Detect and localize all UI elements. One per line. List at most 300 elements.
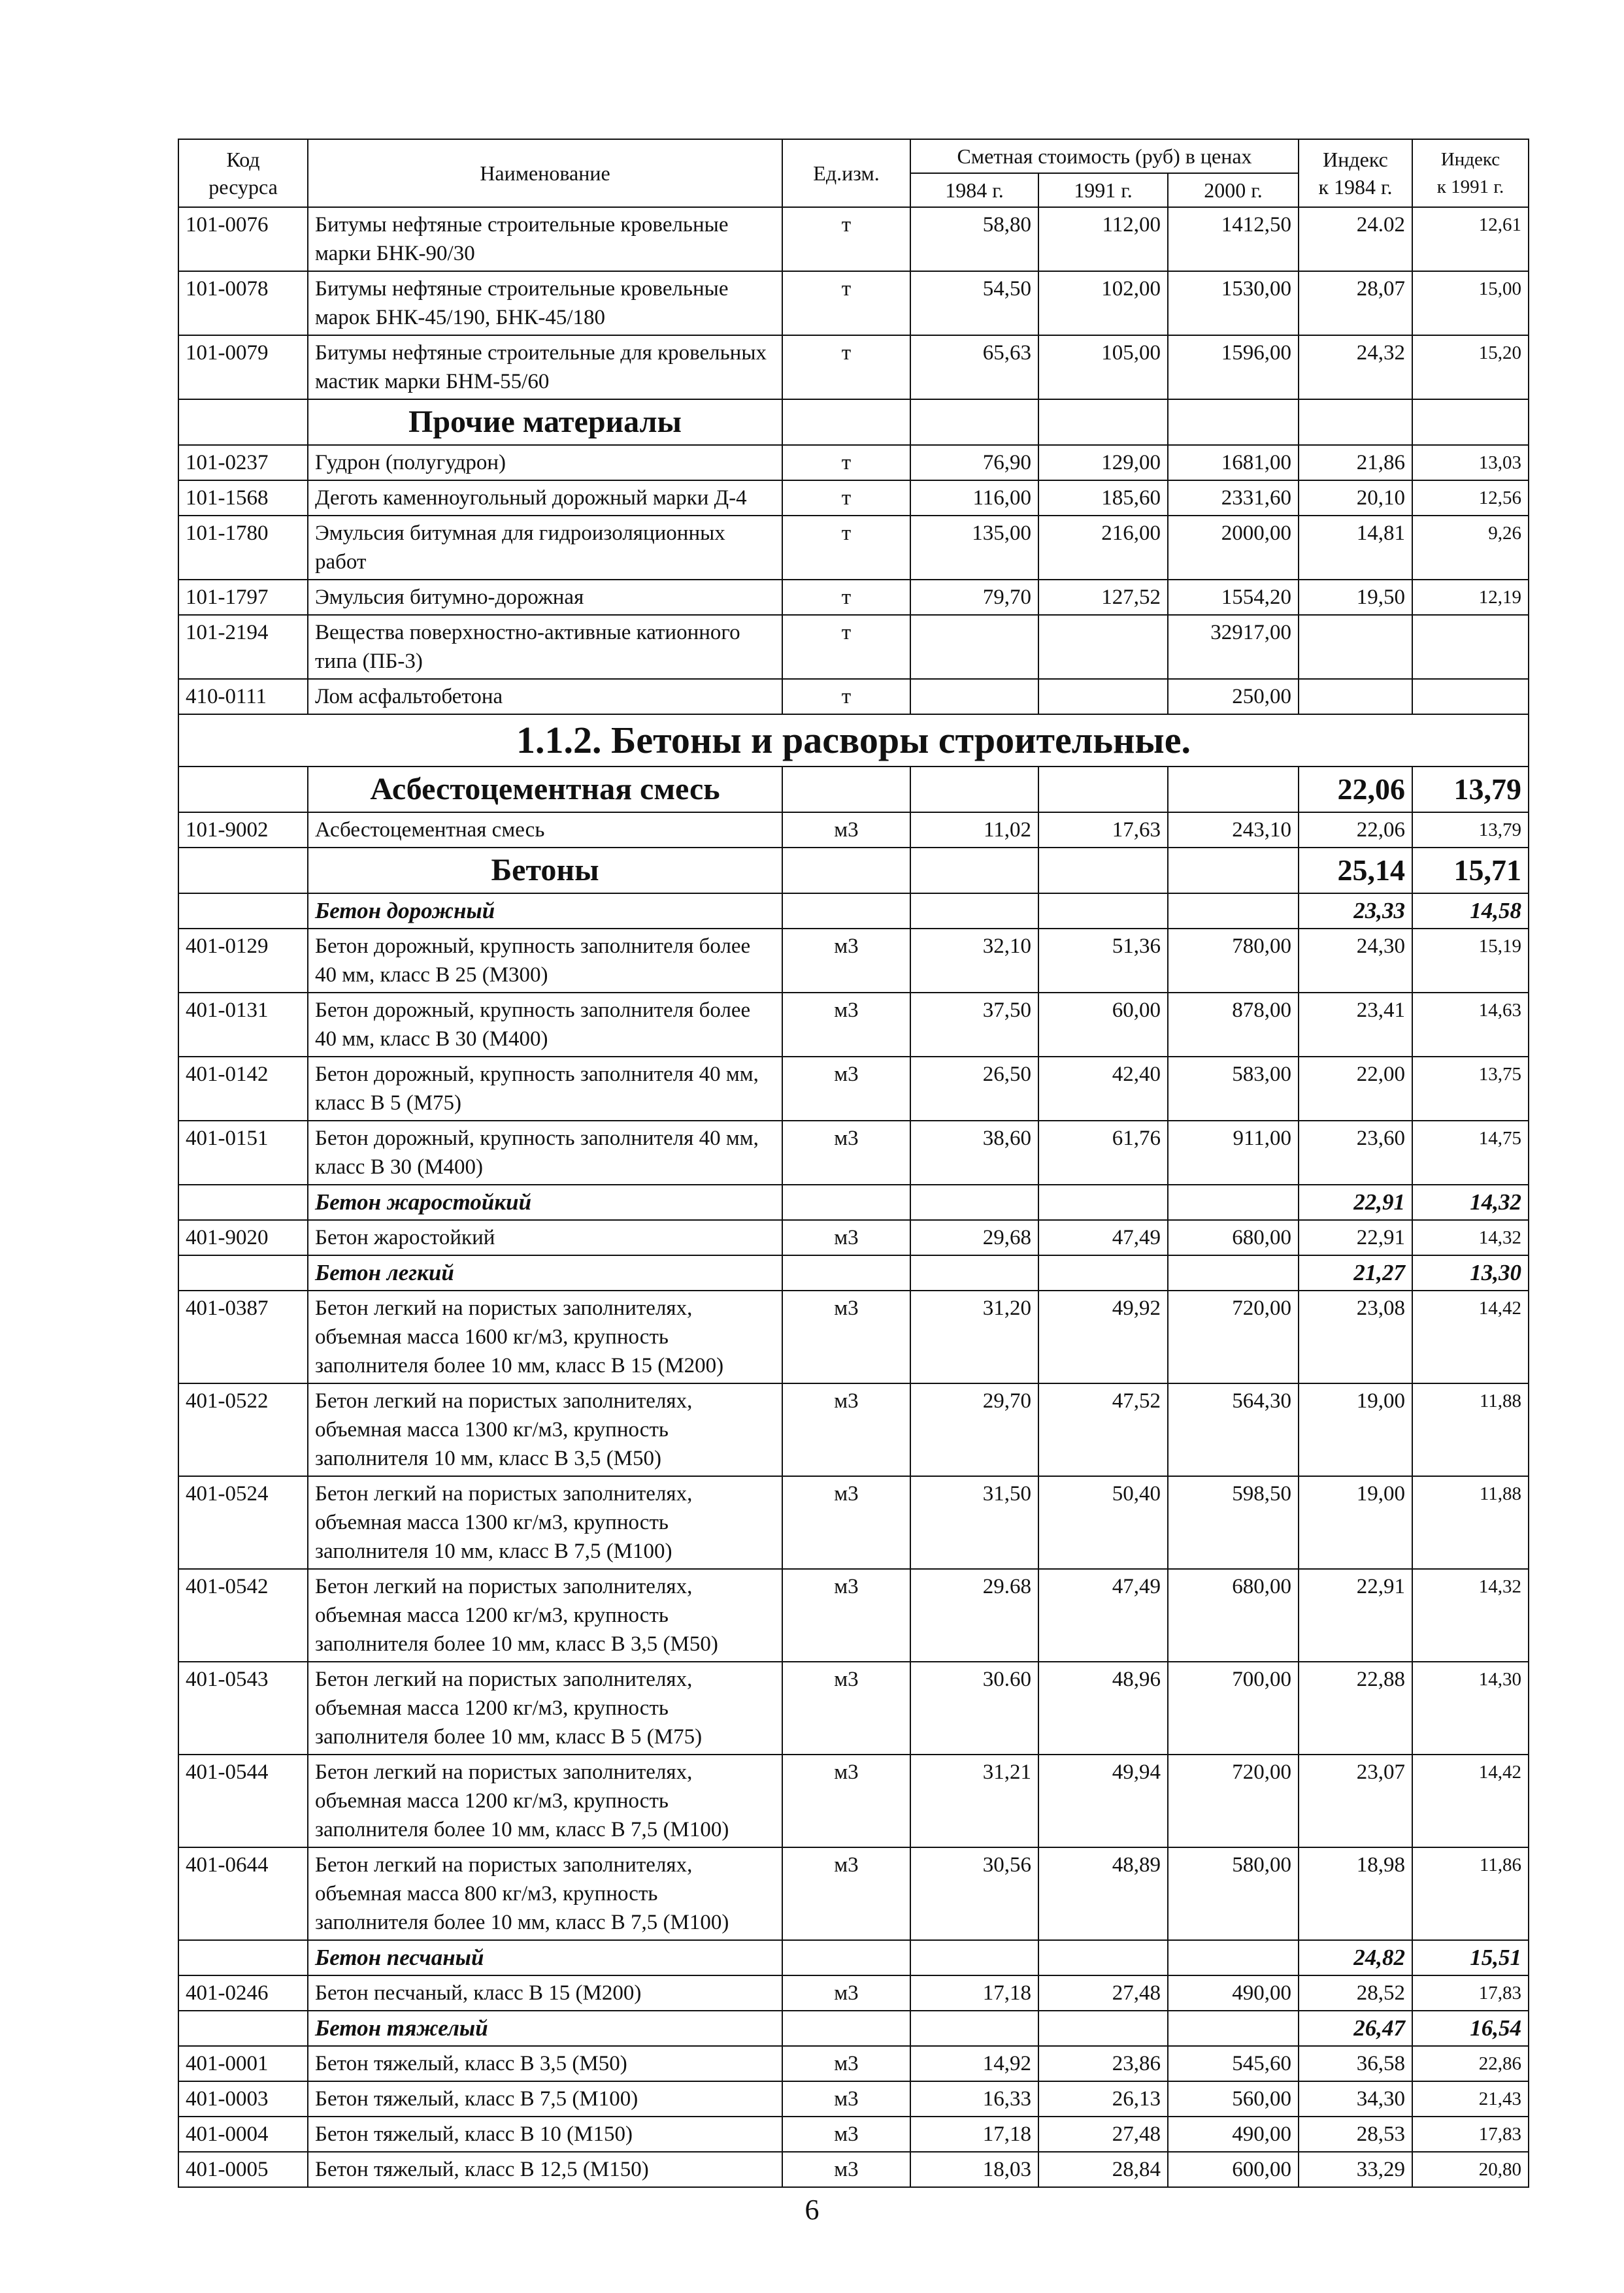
- unit-of-measure: т: [782, 615, 910, 679]
- price-2000: 680,00: [1168, 1569, 1299, 1662]
- resource-name: Бетон дорожный, крупность заполнителя более 40 мм, класс В 30 (М400): [308, 993, 782, 1057]
- price-1991: 185,60: [1038, 480, 1168, 516]
- price-2000: 1412,50: [1168, 207, 1299, 271]
- resource-name: Бетон легкий на пористых заполнителях, объемная масса 1300 кг/м3, крупность заполнителя 10 мм, класс В 3,5 (М50): [308, 1383, 782, 1476]
- index-1984: 23,08: [1299, 1291, 1412, 1383]
- index-1991: 14,30: [1412, 1662, 1529, 1755]
- empty-cell: [178, 767, 308, 812]
- index-1991: 12,19: [1412, 580, 1529, 615]
- index-1991: 20,80: [1412, 2152, 1529, 2187]
- unit-of-measure: т: [782, 271, 910, 335]
- table-row: [178, 2152, 1529, 2187]
- unit-of-measure: м3: [782, 1383, 910, 1476]
- index-1991: 14,32: [1412, 1220, 1529, 1255]
- price-2000: 545,60: [1168, 2046, 1299, 2081]
- resource-code: 101-0078: [178, 271, 308, 335]
- price-1984: 65,63: [910, 335, 1038, 399]
- resource-code: 401-0524: [178, 1476, 308, 1569]
- index-1984: 14,81: [1299, 516, 1412, 580]
- table-row: [178, 1476, 1529, 1569]
- unit-of-measure: т: [782, 207, 910, 271]
- price-1984: 31,21: [910, 1755, 1038, 1847]
- resource-name: Гудрон (полугудрон): [308, 445, 782, 480]
- resource-name: Эмульсия битумная для гидроизоляционных работ: [308, 516, 782, 580]
- table-row: [178, 445, 1529, 480]
- empty-cell: [178, 848, 308, 893]
- empty-cell: [910, 399, 1038, 445]
- unit-of-measure: т: [782, 335, 910, 399]
- index-1984: [1299, 679, 1412, 714]
- price-1984: 135,00: [910, 516, 1038, 580]
- empty-cell: [910, 767, 1038, 812]
- resource-code: 401-0005: [178, 2152, 308, 2187]
- index-1984: 28,07: [1299, 271, 1412, 335]
- index-1984: 23,41: [1299, 993, 1412, 1057]
- index-1991: 15,19: [1412, 929, 1529, 993]
- header-year-1991: 1991 г.: [1038, 173, 1168, 207]
- unit-of-measure: м3: [782, 1291, 910, 1383]
- price-1984: 116,00: [910, 480, 1038, 516]
- empty-cell: [1038, 848, 1168, 893]
- empty-cell: [1168, 1185, 1299, 1220]
- index-1991: 9,26: [1412, 516, 1529, 580]
- index-1984: 36,58: [1299, 2046, 1412, 2081]
- resource-code: 101-1568: [178, 480, 308, 516]
- resource-code: 401-9020: [178, 1220, 308, 1255]
- resource-name: Бетон легкий на пористых заполнителях, объемная масса 1200 кг/м3, крупность заполнителя более 10 мм, класс В 3,5 (М50): [308, 1569, 782, 1662]
- empty-cell: [178, 399, 308, 445]
- price-1984: [910, 615, 1038, 679]
- table-row: [178, 1057, 1529, 1121]
- subgroup-index-1984: 26,47: [1299, 2011, 1412, 2046]
- resource-code: 401-0544: [178, 1755, 308, 1847]
- price-1991: 17,63: [1038, 812, 1168, 848]
- index-1991: 14,42: [1412, 1755, 1529, 1847]
- index-1984: 22,91: [1299, 1569, 1412, 1662]
- resource-code: 101-1797: [178, 580, 308, 615]
- price-2000: 911,00: [1168, 1121, 1299, 1185]
- empty-cell: [1038, 1255, 1168, 1291]
- price-1991: 112,00: [1038, 207, 1168, 271]
- table-row: [178, 1291, 1529, 1383]
- resource-name: Бетон дорожный, крупность заполнителя 40 мм, класс В 30 (М400): [308, 1121, 782, 1185]
- price-2000: 250,00: [1168, 679, 1299, 714]
- index-1984: 22,06: [1299, 812, 1412, 848]
- resource-name: Битумы нефтяные строительные кровельные марки БНК-90/30: [308, 207, 782, 271]
- price-2000: 1596,00: [1168, 335, 1299, 399]
- header-year-2000: 2000 г.: [1168, 173, 1299, 207]
- index-1984: 21,86: [1299, 445, 1412, 480]
- price-1984: 30,56: [910, 1847, 1038, 1940]
- subgroup-heading-row: [178, 1940, 1529, 1975]
- header-code: Код ресурса: [178, 139, 308, 207]
- resource-code: 410-0111: [178, 679, 308, 714]
- index-1991: [1412, 679, 1529, 714]
- unit-of-measure: м3: [782, 1755, 910, 1847]
- table-row: [178, 1121, 1529, 1185]
- resource-name: Деготь каменноугольный дорожный марки Д-4: [308, 480, 782, 516]
- price-1991: 49,94: [1038, 1755, 1168, 1847]
- index-1984: 22,88: [1299, 1662, 1412, 1755]
- price-1991: 47,49: [1038, 1569, 1168, 1662]
- price-1991: 27,48: [1038, 1975, 1168, 2011]
- index-1991: 15,00: [1412, 271, 1529, 335]
- price-table: [178, 139, 1529, 2188]
- subgroup-heading-row: [178, 1185, 1529, 1220]
- unit-of-measure: т: [782, 516, 910, 580]
- price-2000: 243,10: [1168, 812, 1299, 848]
- empty-cell: [1168, 1940, 1299, 1975]
- empty-cell: [178, 893, 308, 929]
- price-2000: 580,00: [1168, 1847, 1299, 1940]
- table-row: [178, 580, 1529, 615]
- empty-cell: [782, 767, 910, 812]
- header-index-1991: Индекс к 1991 г.: [1412, 139, 1529, 207]
- index-1984: 28,52: [1299, 1975, 1412, 2011]
- resource-name: Асбестоцементная смесь: [308, 812, 782, 848]
- index-1991: 14,32: [1412, 1569, 1529, 1662]
- resource-code: 101-0237: [178, 445, 308, 480]
- empty-cell: [1168, 848, 1299, 893]
- resource-name: Бетон тяжелый, класс В 10 (М150): [308, 2117, 782, 2152]
- price-1991: 47,49: [1038, 1220, 1168, 1255]
- empty-cell: [910, 1940, 1038, 1975]
- index-1991: 17,83: [1412, 1975, 1529, 2011]
- empty-cell: [782, 848, 910, 893]
- unit-of-measure: т: [782, 445, 910, 480]
- price-1991: 47,52: [1038, 1383, 1168, 1476]
- index-1991: 14,75: [1412, 1121, 1529, 1185]
- subgroup-heading-row: [178, 893, 1529, 929]
- unit-of-measure: м3: [782, 1847, 910, 1940]
- empty-cell: [910, 2011, 1038, 2046]
- subgroup-title: Бетон дорожный: [308, 893, 782, 929]
- resource-name: Бетон жаростойкий: [308, 1220, 782, 1255]
- resource-name: Бетон легкий на пористых заполнителях, объемная масса 1200 кг/м3, крупность заполнителя более 10 мм, класс В 7,5 (М100): [308, 1755, 782, 1847]
- subgroup-index-1991: 14,32: [1412, 1185, 1529, 1220]
- price-2000: 2331,60: [1168, 480, 1299, 516]
- unit-of-measure: м3: [782, 929, 910, 993]
- empty-cell: [782, 1940, 910, 1975]
- group-title: Бетоны: [308, 848, 782, 893]
- resource-code: 101-0079: [178, 335, 308, 399]
- table-row: [178, 1662, 1529, 1755]
- unit-of-measure: м3: [782, 2152, 910, 2187]
- table-row: [178, 1383, 1529, 1476]
- price-1991: 51,36: [1038, 929, 1168, 993]
- unit-of-measure: т: [782, 480, 910, 516]
- resource-code: 401-0542: [178, 1569, 308, 1662]
- empty-cell: [178, 2011, 308, 2046]
- empty-cell: [178, 1255, 308, 1291]
- resource-name: Бетон дорожный, крупность заполнителя 40 мм, класс В 5 (М75): [308, 1057, 782, 1121]
- header-cost-group: Сметная стоимость (руб) в ценах: [910, 139, 1299, 173]
- resource-code: 101-2194: [178, 615, 308, 679]
- empty-cell: [782, 1185, 910, 1220]
- group-index-1991: 15,71: [1412, 848, 1529, 893]
- empty-cell: [1168, 1255, 1299, 1291]
- unit-of-measure: м3: [782, 1121, 910, 1185]
- header-unit: Ед.изм.: [782, 139, 910, 207]
- price-1984: 38,60: [910, 1121, 1038, 1185]
- subgroup-title: Бетон легкий: [308, 1255, 782, 1291]
- unit-of-measure: м3: [782, 1476, 910, 1569]
- price-1984: 31,20: [910, 1291, 1038, 1383]
- price-1991: 48,89: [1038, 1847, 1168, 1940]
- empty-cell: [178, 1185, 308, 1220]
- empty-cell: [1038, 893, 1168, 929]
- empty-cell: [782, 399, 910, 445]
- empty-cell: [1168, 893, 1299, 929]
- index-1984: 24.02: [1299, 207, 1412, 271]
- header-name: Наименование: [308, 139, 782, 207]
- price-1991: 23,86: [1038, 2046, 1168, 2081]
- price-2000: 490,00: [1168, 2117, 1299, 2152]
- price-1991: 49,92: [1038, 1291, 1168, 1383]
- table-row: [178, 2046, 1529, 2081]
- empty-cell: [1168, 2011, 1299, 2046]
- header-year-1984: 1984 г.: [910, 173, 1038, 207]
- empty-cell: [1038, 1940, 1168, 1975]
- subgroup-title: Бетон тяжелый: [308, 2011, 782, 2046]
- price-1991: 27,48: [1038, 2117, 1168, 2152]
- resource-name: Бетон тяжелый, класс В 7,5 (М100): [308, 2081, 782, 2117]
- index-1991: 21,43: [1412, 2081, 1529, 2117]
- empty-cell: [910, 1185, 1038, 1220]
- table-header-row: [178, 139, 1529, 173]
- empty-cell: [178, 1940, 308, 1975]
- price-1991: 61,76: [1038, 1121, 1168, 1185]
- resource-code: 401-0151: [178, 1121, 308, 1185]
- price-1984: 37,50: [910, 993, 1038, 1057]
- index-1991: 17,83: [1412, 2117, 1529, 2152]
- unit-of-measure: т: [782, 679, 910, 714]
- price-2000: 564,30: [1168, 1383, 1299, 1476]
- empty-cell: [1038, 1185, 1168, 1220]
- resource-code: 401-0522: [178, 1383, 308, 1476]
- group-index-1984: 25,14: [1299, 848, 1412, 893]
- subgroup-heading-row: [178, 2011, 1529, 2046]
- empty-cell: [910, 893, 1038, 929]
- table-row: [178, 1755, 1529, 1847]
- unit-of-measure: т: [782, 580, 910, 615]
- unit-of-measure: м3: [782, 993, 910, 1057]
- index-1991: 11,86: [1412, 1847, 1529, 1940]
- resource-code: 401-0387: [178, 1291, 308, 1383]
- resource-name: Битумы нефтяные строительные для кровельных мастик марки БНМ-55/60: [308, 335, 782, 399]
- table-row: [178, 615, 1529, 679]
- header-index-1984: Индекс к 1984 г.: [1299, 139, 1412, 207]
- index-1991: 14,42: [1412, 1291, 1529, 1383]
- group-index-1984: [1299, 399, 1412, 445]
- unit-of-measure: м3: [782, 2046, 910, 2081]
- price-1984: 29.68: [910, 1569, 1038, 1662]
- index-1991: 22,86: [1412, 2046, 1529, 2081]
- table-row: [178, 335, 1529, 399]
- price-1991: 50,40: [1038, 1476, 1168, 1569]
- price-1991: 129,00: [1038, 445, 1168, 480]
- price-1984: 16,33: [910, 2081, 1038, 2117]
- resource-name: Бетон тяжелый, класс В 3,5 (М50): [308, 2046, 782, 2081]
- empty-cell: [1168, 399, 1299, 445]
- unit-of-measure: м3: [782, 1220, 910, 1255]
- index-1984: 22,91: [1299, 1220, 1412, 1255]
- unit-of-measure: м3: [782, 1569, 910, 1662]
- resource-code: 401-0131: [178, 993, 308, 1057]
- empty-cell: [1038, 2011, 1168, 2046]
- price-1984: 26,50: [910, 1057, 1038, 1121]
- price-1991: 102,00: [1038, 271, 1168, 335]
- group-index-1984: 22,06: [1299, 767, 1412, 812]
- table-row: [178, 679, 1529, 714]
- price-1991: 26,13: [1038, 2081, 1168, 2117]
- index-1991: 14,63: [1412, 993, 1529, 1057]
- group-heading-row: [178, 848, 1529, 893]
- index-1984: 19,00: [1299, 1383, 1412, 1476]
- price-1984: 79,70: [910, 580, 1038, 615]
- unit-of-measure: м3: [782, 1975, 910, 2011]
- index-1991: 11,88: [1412, 1476, 1529, 1569]
- subgroup-index-1984: 22,91: [1299, 1185, 1412, 1220]
- unit-of-measure: м3: [782, 1057, 910, 1121]
- price-1984: 32,10: [910, 929, 1038, 993]
- index-1984: 34,30: [1299, 2081, 1412, 2117]
- resource-code: 101-0076: [178, 207, 308, 271]
- resource-name: Битумы нефтяные строительные кровельные марок БНК-45/190, БНК-45/180: [308, 271, 782, 335]
- index-1991: 15,20: [1412, 335, 1529, 399]
- price-2000: 700,00: [1168, 1662, 1299, 1755]
- resource-name: Эмульсия битумно-дорожная: [308, 580, 782, 615]
- resource-code: 401-0001: [178, 2046, 308, 2081]
- price-1991: 105,00: [1038, 335, 1168, 399]
- index-1984: 18,98: [1299, 1847, 1412, 1940]
- resource-code: 401-0129: [178, 929, 308, 993]
- resource-name: Вещества поверхностно-активные катионного типа (ПБ-3): [308, 615, 782, 679]
- price-1984: 29,70: [910, 1383, 1038, 1476]
- section-heading-row: [178, 714, 1529, 767]
- table-row: [178, 929, 1529, 993]
- resource-name: Лом асфальтобетона: [308, 679, 782, 714]
- table-row: [178, 2117, 1529, 2152]
- resource-name: Бетон легкий на пористых заполнителях, объемная масса 1300 кг/м3, крупность заполнителя 10 мм, класс В 7,5 (М100): [308, 1476, 782, 1569]
- subgroup-title: Бетон жаростойкий: [308, 1185, 782, 1220]
- price-1984: 54,50: [910, 271, 1038, 335]
- price-1984: 29,68: [910, 1220, 1038, 1255]
- empty-cell: [1168, 767, 1299, 812]
- resource-name: Бетон легкий на пористых заполнителях, объемная масса 1200 кг/м3, крупность заполнителя более 10 мм, класс В 5 (М75): [308, 1662, 782, 1755]
- price-1984: 76,90: [910, 445, 1038, 480]
- price-2000: 780,00: [1168, 929, 1299, 993]
- price-1991: [1038, 679, 1168, 714]
- table-row: [178, 1220, 1529, 1255]
- index-1991: 12,61: [1412, 207, 1529, 271]
- empty-cell: [782, 893, 910, 929]
- subgroup-index-1984: 23,33: [1299, 893, 1412, 929]
- index-1984: 23,07: [1299, 1755, 1412, 1847]
- table-row: [178, 516, 1529, 580]
- unit-of-measure: м3: [782, 2081, 910, 2117]
- price-2000: 560,00: [1168, 2081, 1299, 2117]
- price-1984: 11,02: [910, 812, 1038, 848]
- price-2000: 32917,00: [1168, 615, 1299, 679]
- price-2000: 598,50: [1168, 1476, 1299, 1569]
- group-heading-row: [178, 767, 1529, 812]
- index-1984: 19,50: [1299, 580, 1412, 615]
- price-2000: 1681,00: [1168, 445, 1299, 480]
- index-1984: 20,10: [1299, 480, 1412, 516]
- index-1991: 12,56: [1412, 480, 1529, 516]
- group-title: Прочие материалы: [308, 399, 782, 445]
- index-1984: 24,32: [1299, 335, 1412, 399]
- price-1991: 127,52: [1038, 580, 1168, 615]
- price-2000: 583,00: [1168, 1057, 1299, 1121]
- resource-code: 401-0142: [178, 1057, 308, 1121]
- empty-cell: [1038, 399, 1168, 445]
- price-1984: [910, 679, 1038, 714]
- price-2000: 2000,00: [1168, 516, 1299, 580]
- subgroup-index-1991: 13,30: [1412, 1255, 1529, 1291]
- index-1984: [1299, 615, 1412, 679]
- empty-cell: [910, 848, 1038, 893]
- group-heading-row: [178, 399, 1529, 445]
- resource-code: 401-0246: [178, 1975, 308, 2011]
- price-2000: 720,00: [1168, 1755, 1299, 1847]
- price-2000: 490,00: [1168, 1975, 1299, 2011]
- index-1991: [1412, 615, 1529, 679]
- subgroup-title: Бетон песчаный: [308, 1940, 782, 1975]
- empty-cell: [782, 2011, 910, 2046]
- price-1984: 14,92: [910, 2046, 1038, 2081]
- price-1991: 216,00: [1038, 516, 1168, 580]
- resource-code: 401-0543: [178, 1662, 308, 1755]
- table-row: [178, 2081, 1529, 2117]
- price-1984: 58,80: [910, 207, 1038, 271]
- table-row: [178, 271, 1529, 335]
- price-2000: 720,00: [1168, 1291, 1299, 1383]
- empty-cell: [910, 1255, 1038, 1291]
- index-1984: 23,60: [1299, 1121, 1412, 1185]
- table-row: [178, 1975, 1529, 2011]
- unit-of-measure: м3: [782, 1662, 910, 1755]
- resource-name: Бетон легкий на пористых заполнителях, объемная масса 800 кг/м3, крупность заполнителя более 10 мм, класс В 7,5 (М100): [308, 1847, 782, 1940]
- price-2000: 600,00: [1168, 2152, 1299, 2187]
- table-row: [178, 993, 1529, 1057]
- table-row: [178, 1847, 1529, 1940]
- price-1984: 17,18: [910, 2117, 1038, 2152]
- price-2000: 1554,20: [1168, 580, 1299, 615]
- subgroup-heading-row: [178, 1255, 1529, 1291]
- document-page: [178, 139, 1528, 2188]
- price-1984: 17,18: [910, 1975, 1038, 2011]
- resource-code: 101-1780: [178, 516, 308, 580]
- index-1991: 13,79: [1412, 812, 1529, 848]
- price-2000: 878,00: [1168, 993, 1299, 1057]
- empty-cell: [1038, 767, 1168, 812]
- price-1991: 28,84: [1038, 2152, 1168, 2187]
- group-index-1991: [1412, 399, 1529, 445]
- resource-name: Бетон песчаный, класс В 15 (М200): [308, 1975, 782, 2011]
- group-title: Асбестоцементная смесь: [308, 767, 782, 812]
- index-1984: 22,00: [1299, 1057, 1412, 1121]
- subgroup-index-1991: 14,58: [1412, 893, 1529, 929]
- price-1984: 18,03: [910, 2152, 1038, 2187]
- subgroup-index-1991: 16,54: [1412, 2011, 1529, 2046]
- index-1984: 28,53: [1299, 2117, 1412, 2152]
- index-1991: 13,75: [1412, 1057, 1529, 1121]
- resource-code: 101-9002: [178, 812, 308, 848]
- unit-of-measure: м3: [782, 812, 910, 848]
- resource-name: Бетон легкий на пористых заполнителях, объемная масса 1600 кг/м3, крупность заполнителя более 10 мм, класс В 15 (М200): [308, 1291, 782, 1383]
